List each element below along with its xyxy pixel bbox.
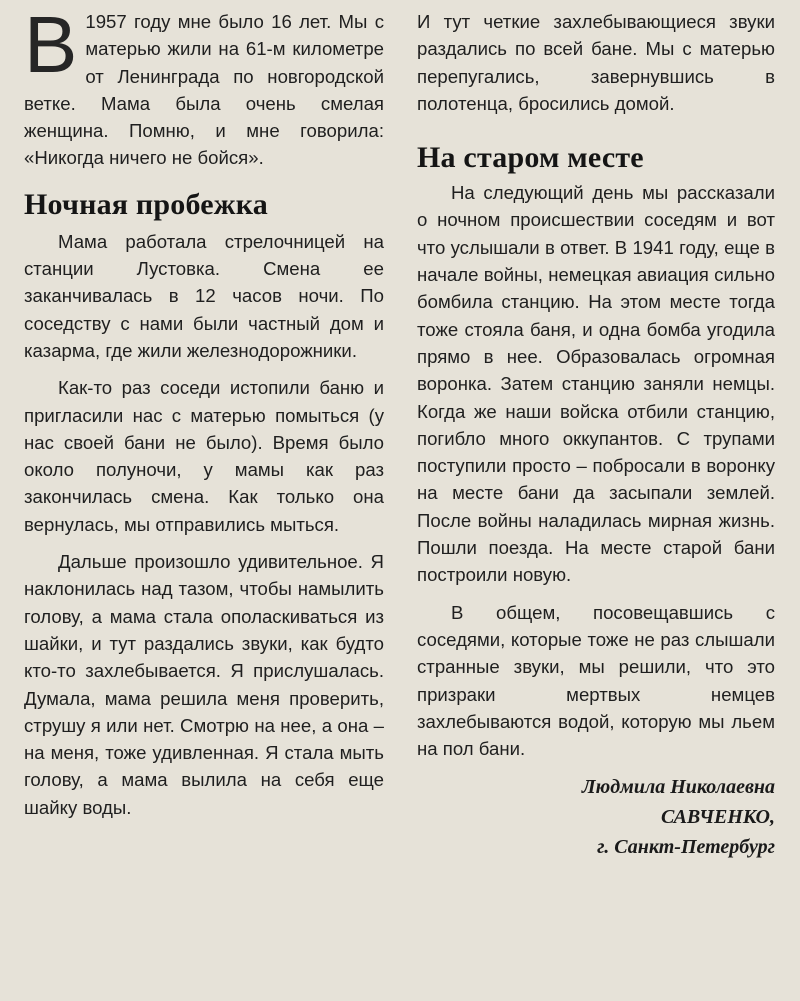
paragraph: Как-то раз соседи истопили баню и пригласили нас с матерью помыться (у нас своей бани не было). Время было около полуночи, у мамы как раз закончилась смена. Как только она вернулась, мы отправились мыться. bbox=[24, 377, 384, 535]
intro-paragraph bbox=[24, 0, 384, 172]
author-surname: САВЧЕНКО, bbox=[661, 806, 775, 829]
intro-text: 1957 году мне было 16 лет. Мы с матерью жили на 61-м километре от Ленинграда по новгородской ветке. Мама была очень смелая женщина. Помню, и мне говорила: «Никогда ничего не бойся». bbox=[24, 11, 384, 169]
author-signature bbox=[417, 772, 775, 862]
paragraph: И тут четкие захлебывающиеся звуки раздались по всей бане. Мы с матерью перепугались, завернувшись в полотенца, бросились домой. bbox=[417, 11, 775, 114]
section-heading-night-run: Ночная пробежка bbox=[24, 187, 268, 221]
paragraph: В общем, посовещавшись с соседями, которые тоже не раз слышали странные звуки, мы решили, что это призраки мертвых немцев захлебываются водой, которую мы льем на пол бани. bbox=[417, 601, 775, 760]
author-city: г. Санкт-Петербург bbox=[597, 836, 775, 859]
right-column bbox=[417, 8, 775, 862]
paragraph: Дальше произошло удивительное. Я наклонилась над тазом, чтобы намылить голову, а мама стала ополаскиваться из шайки, и тут раздались звуки, как будто кто-то захлебывается. Я прислушалась. Думала, мама решила меня проверить, струшу я или нет. Смотрю на нее, а она – на меня, тоже удивленная. Я стала мыть голову, а мама вылила на себя еще шайку воды. bbox=[24, 551, 384, 818]
section-heading-old-place: На старом месте bbox=[417, 141, 644, 175]
paragraph: На следующий день мы рассказали о ночном происшествии соседям и вот что услышали в ответ. В 1941 году, еще в начале войны, немецкая авиация сильно бомбила станцию. На этом месте тогда тоже стояла баня, и одна бомба угодила прямо в нее. Образовалась огромная воронка. Затем станцию заняли немцы. Когда же наши войска отбили станцию, погибло много оккупантов. С трупами поступили просто – побросали в воронку на месте бани да засыпали землей. После войны наладилась мирная жизнь. Пошли поезда. На месте старой бани построили новую. bbox=[417, 182, 775, 586]
paragraph: Мама работала стрелочницей на станции Лустовка. Смена ее заканчивалась в 12 часов ночи. По соседству с нами были частный дом и казарма, где жили железнодорожники. bbox=[24, 230, 384, 361]
drop-cap: В bbox=[24, 0, 78, 89]
left-column bbox=[24, 0, 384, 821]
author-name: Людмила Николаевна bbox=[581, 776, 775, 799]
